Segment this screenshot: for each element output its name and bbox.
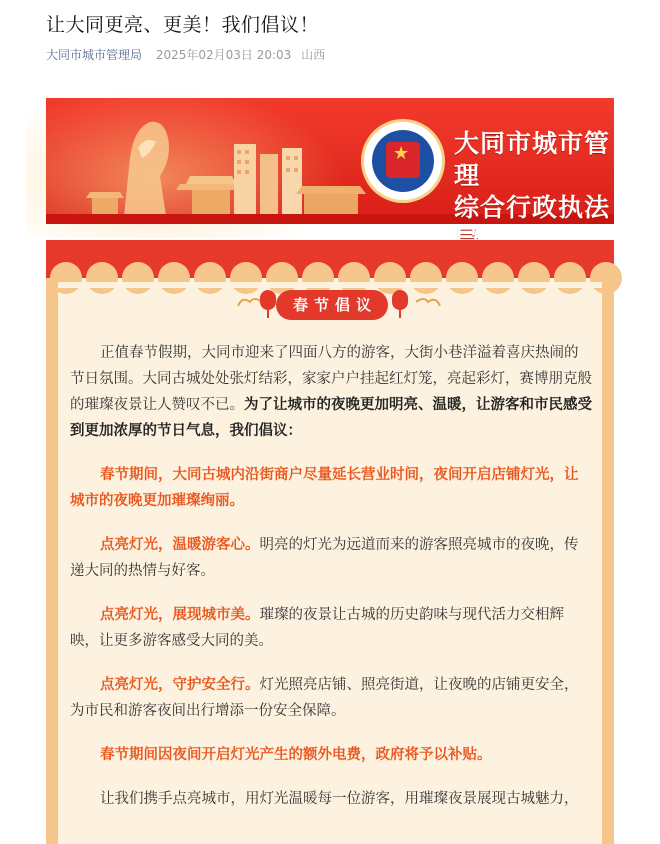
proposal-2 — [70, 532, 592, 584]
spring-festival-poster — [46, 240, 614, 844]
header-banner-image — [46, 98, 614, 224]
proposal-1: 春节期间，大同古城内沿街商户尽量延长营业时间，夜间开启店铺灯光，让城市的夜晚更加璀璨绚丽。 — [70, 467, 579, 509]
closing-paragraph: 让我们携手点亮城市，用灯光温暖每一位游客，用璀璨夜景展现古城魅力， — [100, 791, 579, 807]
article-meta — [46, 46, 331, 63]
proposal-3-head: 点亮灯光，展现城市美。 — [100, 607, 260, 623]
intro-bold-text: 为了让城市的夜晚更加明亮、温暖，让游客和市民感受到更加浓厚的节日气息，我们倡议： — [70, 397, 592, 439]
proposal-3-body: 璀璨的夜景让古城的历史韵味与现代活力交相辉映，让更多游客感受大同的美。 — [70, 607, 564, 649]
lantern-right-icon — [392, 290, 408, 310]
org-name-line1: 大同市城市管理 — [454, 129, 611, 190]
publish-datetime: 2025年02月03日 20:03 — [155, 48, 292, 62]
proposal-3 — [70, 602, 592, 654]
article-title: 让大同更亮、更美！我们倡议！ — [46, 14, 320, 36]
publish-location: 山西 — [301, 48, 326, 62]
proposal-4-head: 点亮灯光，守护安全行。 — [100, 677, 260, 693]
poster-tag: 春节倡议 — [276, 290, 388, 320]
enforcement-emblem-icon: ★ — [364, 122, 442, 200]
proposal-2-body: 明亮的灯光为远道而来的游客照亮城市的夜晚，传递大同的热情与好客。 — [70, 537, 579, 579]
intro-paragraph — [70, 340, 592, 444]
poster-content — [70, 340, 592, 830]
cloud-right-icon — [412, 294, 442, 310]
poster-right-border — [602, 278, 614, 844]
intro-text: 正值春节假期，大同市迎来了四面八方的游客，大街小巷洋溢着喜庆热闹的节日氛围。大同古城处处张灯结彩，家家户户挂起红灯笼，亮起彩灯，赛博朋克般的璀璨夜景让人赞叹不已。 — [70, 345, 592, 413]
proposal-2-head: 点亮灯光，温暖游客心。 — [100, 537, 260, 553]
poster-scallop-border — [46, 258, 614, 288]
poster-left-border — [46, 278, 58, 844]
proposal-4 — [70, 672, 592, 724]
proposal-5: 春节期间因夜间开启灯光产生的额外电费，政府将予以补贴。 — [100, 747, 492, 763]
proposal-4-body: 灯光照亮店铺、照亮街道，让夜晚的店铺更安全，为市民和游客夜间出行增添一份安全保障。 — [70, 677, 579, 719]
banner-org-name — [454, 128, 614, 256]
lantern-left-icon — [260, 290, 276, 310]
org-name-line2: 综合行政执法 — [454, 193, 611, 222]
author-link[interactable]: 大同市城市管理局 — [46, 48, 143, 62]
